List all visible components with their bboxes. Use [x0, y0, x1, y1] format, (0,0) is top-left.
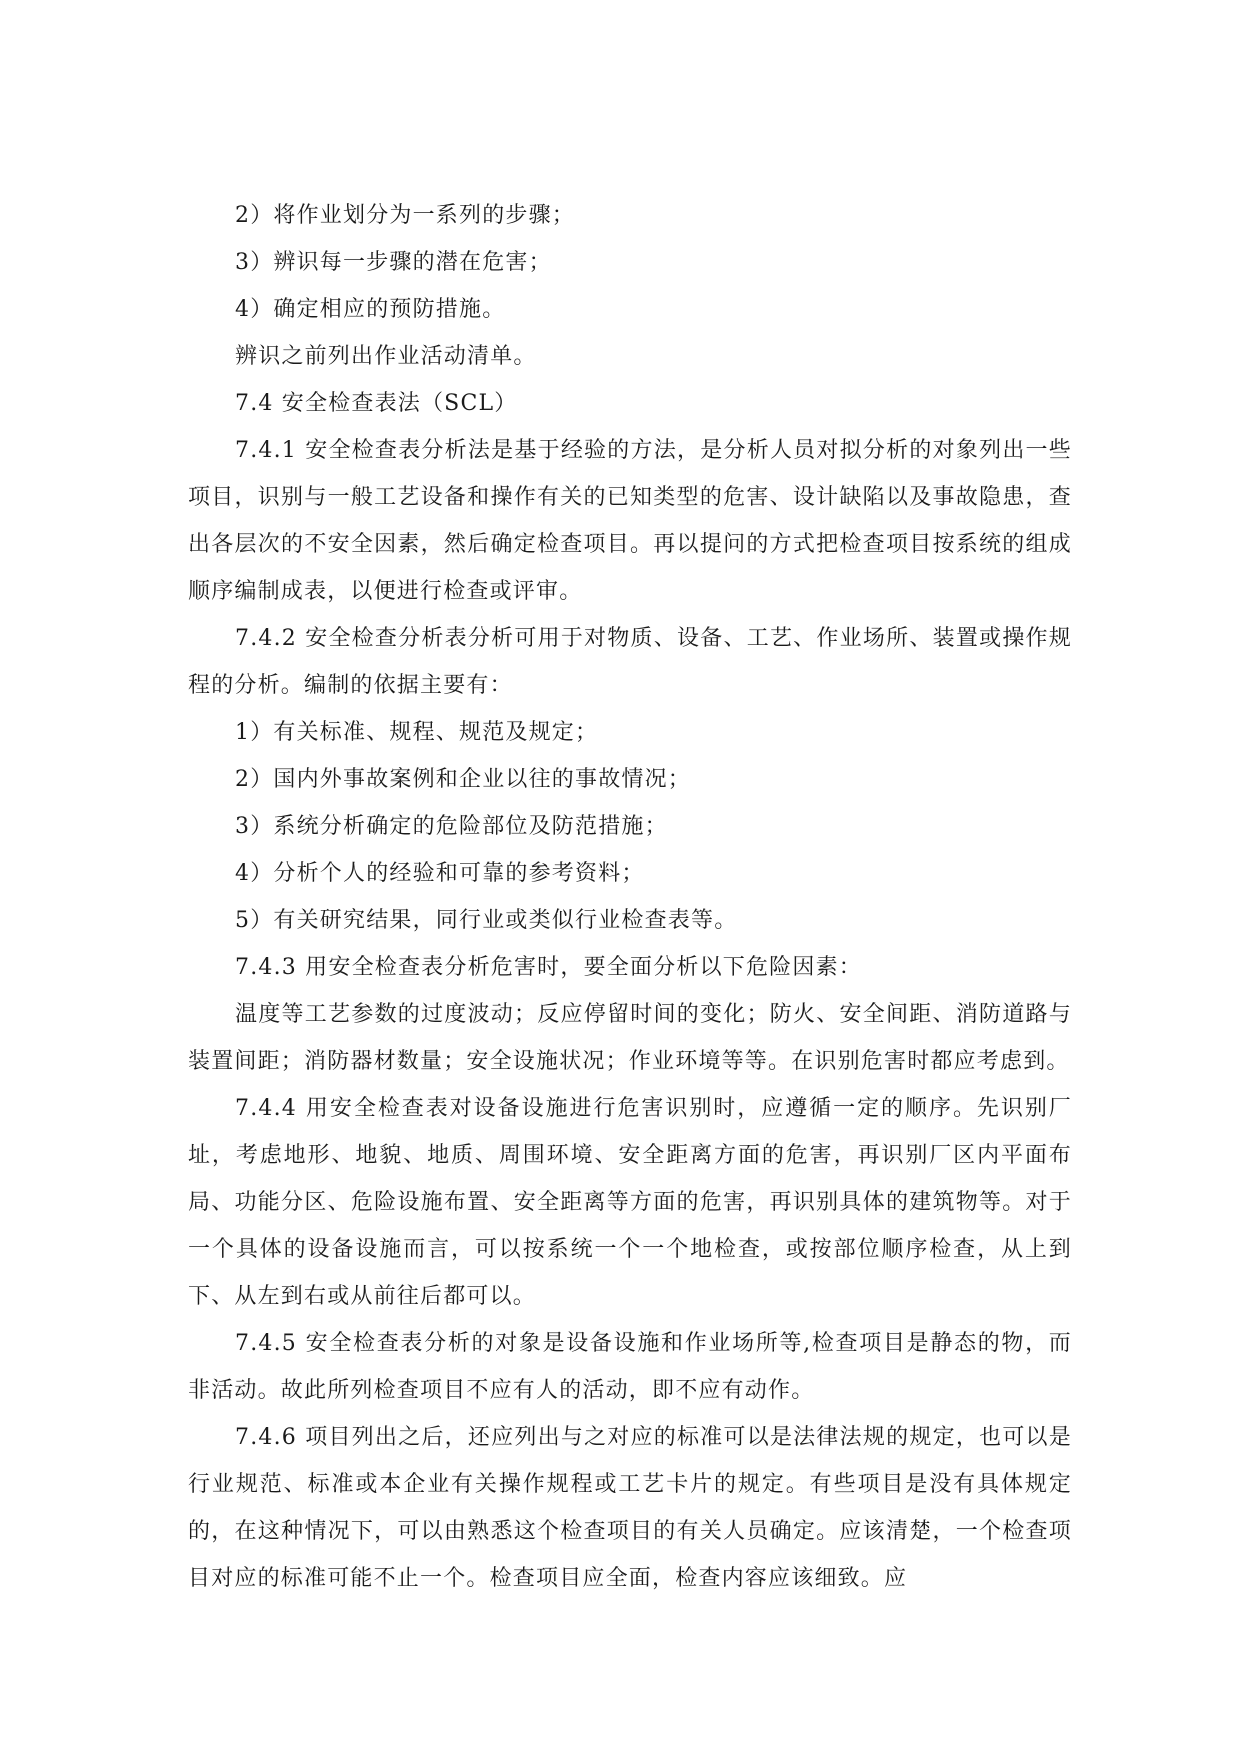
paragraph-7-4-5: 7.4.5 安全检查表分析的对象是设备设施和作业场所等,检查项目是静态的物，而非活动。故此所列检查项目不应有人的活动，即不应有动作。: [188, 1331, 1072, 1403]
list-item-basis-5: 5）有关研究结果，同行业或类似行业检查表等。: [235, 908, 738, 933]
list-item-step-4: 4）确定相应的预防措施。: [235, 297, 506, 322]
paragraph-7-4-4: 7.4.4 用安全检查表对设备设施进行危害识别时，应遵循一定的顺序。先识别厂址，考虑地形、地貌、地质、周围环境、安全距离方面的危害，再识别厂区内平面布局、功能分区、危险设施布置、安全距离等方面的危害，再识别具体的建筑物等。对于一个具体的设备设施而言，可以按系统一个一个地检查，或按部位顺序检查，从上到下、从左到右或从前往后都可以。: [188, 1096, 1072, 1309]
list-item-basis-4: 4）分析个人的经验和可靠的参考资料；: [235, 861, 645, 886]
list-item-step-2: 2）将作业划分为一系列的步骤；: [235, 203, 575, 228]
document-body: [188, 192, 1072, 1602]
paragraph-7-4-6: 7.4.6 项目列出之后，还应列出与之对应的标准可以是法律法规的规定，也可以是行业规范、标准或本企业有关操作规程或工艺卡片的规定。有些项目是没有具体规定的，在这种情况下，可以由熟悉这个检查项目的有关人员确定。应该清楚，一个检查项目对应的标准可能不止一个。检查项目应全面，检查内容应该细致。应: [188, 1425, 1072, 1591]
list-item-basis-2: 2）国内外事故案例和企业以往的事故情况；: [235, 767, 691, 792]
list-item-basis-1: 1）有关标准、规程、规范及规定；: [235, 720, 599, 745]
paragraph-7-4-2: 7.4.2 安全检查分析表分析可用于对物质、设备、工艺、作业场所、装置或操作规程的分析。编制的依据主要有：: [188, 626, 1072, 698]
section-heading-7-4: 7.4 安全检查表法（SCL）: [235, 391, 518, 416]
paragraph-hazard-factors: 温度等工艺参数的过度波动；反应停留时间的变化；防火、安全间距、消防道路与装置间距；消防器材数量；安全设施状况；作业环境等等。在识别危害时都应考虑到。: [188, 1002, 1072, 1074]
paragraph-7-4-1: 7.4.1 安全检查表分析法是基于经验的方法，是分析人员对拟分析的对象列出一些项目，识别与一般工艺设备和操作有关的已知类型的危害、设计缺陷以及事故隐患，查出各层次的不安全因素，然后确定检查项目。再以提问的方式把检查项目按系统的组成顺序编制成表，以便进行检查或评审。: [188, 438, 1072, 604]
paragraph-activity-list: 辨识之前列出作业活动清单。: [235, 344, 537, 369]
list-item-basis-3: 3）系统分析确定的危险部位及防范措施；: [235, 814, 668, 839]
list-item-step-3: 3）辨识每一步骤的潜在危害；: [235, 250, 552, 275]
paragraph-7-4-3: 7.4.3 用安全检查表分析危害时，要全面分析以下危险因素：: [235, 955, 862, 980]
